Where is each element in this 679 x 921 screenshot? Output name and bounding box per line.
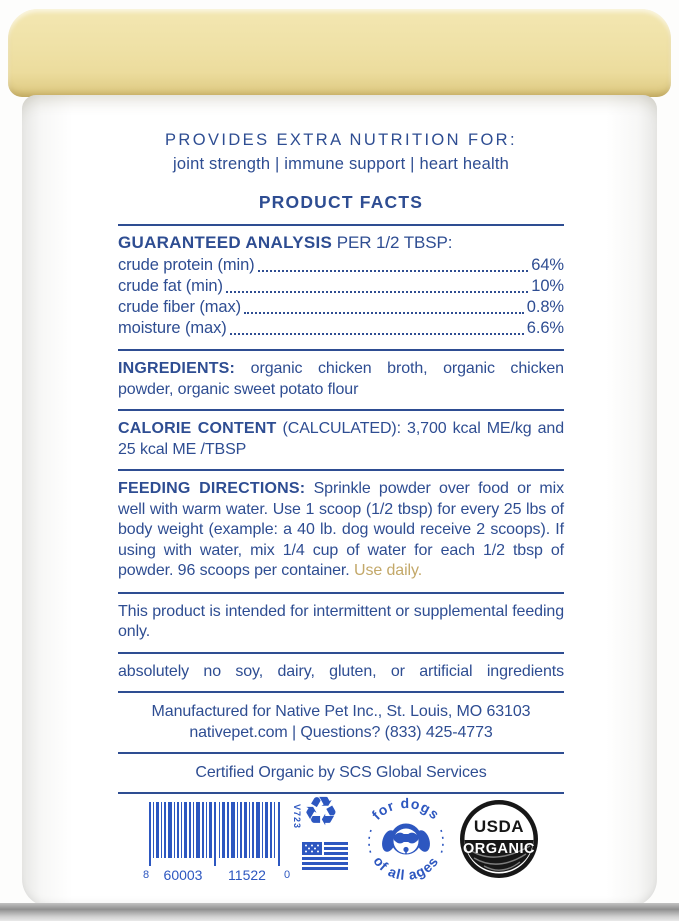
guaranteed-analysis-heading-bold: GUARANTEED ANALYSIS (118, 232, 333, 252)
divider (118, 752, 564, 754)
feeding-directions-text: Sprinkle powder over food or mix well with warm water. Use 1 scoop (1/2 tbsp) for every 25 lbs of body weight (example: a 40 lb. dog would receive 2 scoops). If using with water, mix 1/4 cup of water for each 1/2 tbsp of powder. 96 scoops per container. (118, 480, 564, 579)
divider (118, 349, 564, 351)
barcode (141, 802, 291, 893)
barcode-group1: 60003 (163, 867, 203, 883)
us-flag-icon (302, 842, 348, 877)
dot-leader (244, 312, 524, 314)
no-artificial-line: absolutely no soy, dairy, gluten, or artificial ingredients (118, 662, 564, 680)
barcode-digit-right: 0 (283, 869, 291, 881)
guaranteed-analysis-heading-rest: PER 1/2 TBSP: (336, 232, 453, 252)
barcode-digit-left: 8 (143, 869, 150, 881)
certification-line: Certified Organic by SCS Global Services (195, 764, 487, 781)
calorie-label: CALORIE CONTENT (118, 420, 277, 437)
analysis-value: 64% (531, 256, 564, 274)
dot-leader (226, 291, 528, 293)
barcode-group2: 11522 (228, 867, 266, 883)
recycle-icon: ♻ (303, 789, 339, 835)
divider (118, 409, 564, 411)
analysis-row (118, 255, 564, 276)
divider (118, 469, 564, 471)
divider (118, 224, 564, 226)
guaranteed-analysis-heading (118, 233, 564, 254)
container-lid (8, 9, 671, 97)
analysis-row (118, 276, 564, 297)
usda-text: USDA (473, 817, 525, 836)
analysis-value: 0.8% (526, 298, 564, 316)
product-facts-title: PRODUCT FACTS (258, 192, 424, 212)
ingredients-text: organic chicken broth, organic chicken powder, organic sweet potato flour (118, 360, 564, 398)
footer-icon-row (0, 789, 679, 910)
analysis-label: crude fiber (max) (118, 298, 242, 316)
manufacturer-line2: nativepet.com | Questions? (833) 425-4773 (189, 724, 493, 741)
ingredients-label: INGREDIENTS: (118, 360, 236, 377)
use-daily-note: Use daily. (353, 562, 423, 579)
supplemental-notice: This product is intended for intermittent or supplemental feeding only. (118, 602, 564, 640)
manufacturer-line1: Manufactured for Native Pet Inc., St. Louis, MO 63103 (151, 703, 531, 720)
dot-leader (230, 333, 524, 335)
analysis-value: 10% (531, 277, 564, 295)
dog-face-icon (380, 824, 433, 855)
badge-arc-top-text: for dogs (368, 794, 444, 823)
back-label (118, 126, 564, 801)
analysis-label: moisture (max) (118, 319, 227, 337)
barcode-graphic (141, 802, 291, 888)
calorie-text: (CALCULATED): 3,700 kcal ME/kg and 25 kcal ME /TBSP (118, 420, 564, 458)
version-code: V723 (292, 804, 302, 830)
divider (118, 691, 564, 693)
feeding-directions-label: FEEDING DIRECTIONS: (118, 480, 306, 497)
feeding-directions-paragraph (118, 479, 564, 582)
analysis-value: 6.6% (526, 319, 564, 337)
divider (118, 592, 564, 594)
provides-heading: PROVIDES EXTRA NUTRITION FOR: (165, 131, 517, 149)
dot-leader (258, 270, 529, 272)
organic-text: ORGANIC (463, 841, 535, 857)
ingredients-paragraph (118, 359, 564, 400)
usda-organic-seal (458, 798, 540, 885)
divider (118, 652, 564, 654)
calorie-paragraph (118, 419, 564, 460)
badge-dash-left (369, 830, 371, 854)
analysis-label: crude protein (min) (118, 256, 255, 274)
benefits-line: joint strength | immune support | heart health (172, 154, 510, 173)
manufacturer-block (118, 701, 564, 743)
analysis-row (118, 297, 564, 318)
for-dogs-of-all-ages-badge (358, 794, 454, 895)
badge-dash-right (441, 830, 443, 854)
badge-arc-bottom-text: of all ages (370, 853, 442, 883)
analysis-row (118, 318, 564, 339)
analysis-label: crude fat (min) (118, 277, 223, 295)
